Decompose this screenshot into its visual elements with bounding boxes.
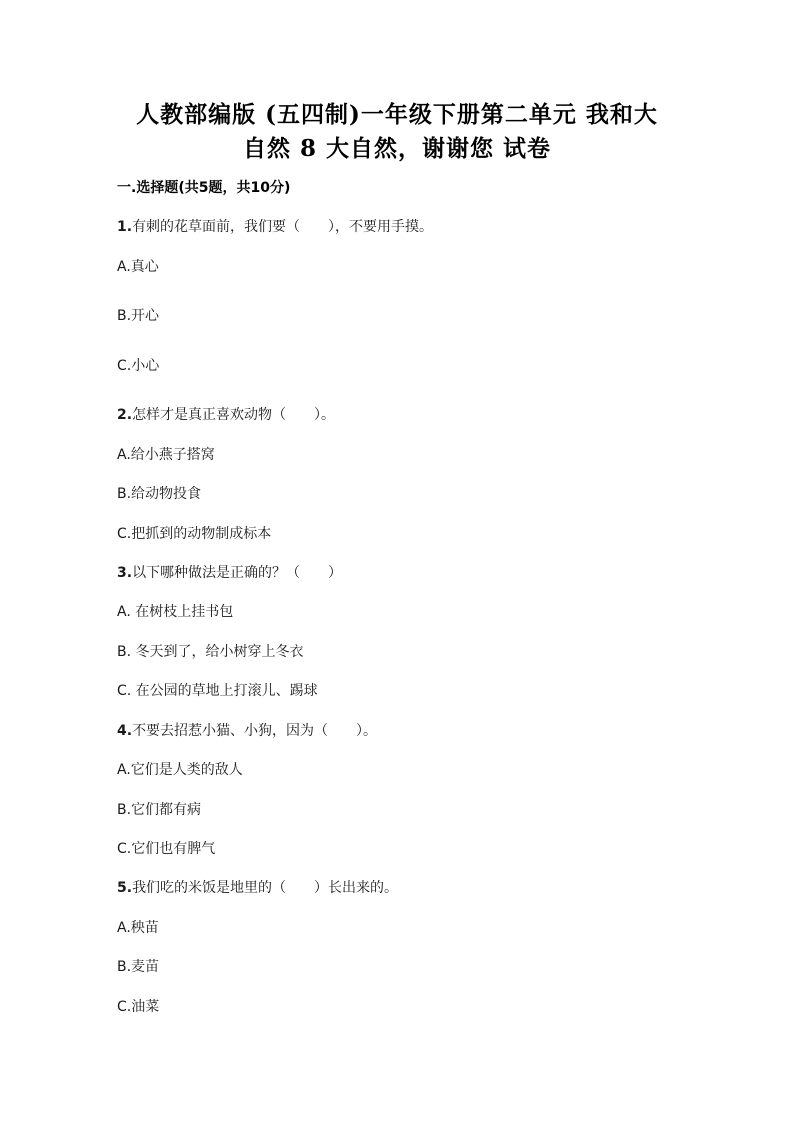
question-2 [117, 405, 335, 425]
question-5-option-c: C.油菜 [117, 999, 160, 1015]
question-5-option-a: A.秧苗 [117, 920, 159, 936]
question-4-text: 不要去招惹小猫、小狗，因为（ ）。 [132, 723, 378, 739]
question-4-option-b: B.它们都有病 [117, 802, 202, 818]
question-4-option-a: A.它们是人类的敌人 [117, 762, 243, 778]
question-3 [117, 563, 342, 583]
question-5-text: 我们吃的米饭是地里的（ ）长出来的。 [132, 880, 399, 896]
question-1-option-c: C.小心 [117, 358, 160, 374]
page-title-line-1: 人教部编版 (五四制)一年级下册第二单元 我和大 [136, 101, 658, 128]
question-2-option-c: C.把抓到的动物制成标本 [117, 526, 272, 542]
question-1-option-a: A.真心 [117, 259, 159, 275]
section-heading: 一.选择题(共5题，共10分) [117, 180, 291, 196]
question-1-number: 1. [117, 219, 133, 235]
question-1 [117, 217, 433, 237]
question-4-option-c: C.它们也有脾气 [117, 841, 216, 857]
question-2-text: 怎样才是真正喜欢动物（ ）。 [132, 407, 336, 423]
question-5-option-b: B.麦苗 [117, 959, 160, 975]
question-5-number: 5. [117, 880, 133, 896]
question-2-option-a: A.给小燕子搭窝 [117, 447, 215, 463]
question-4-number: 4. [117, 723, 133, 739]
page-title-line-2: 自然 8 大自然，谢谢您 试卷 [242, 135, 552, 162]
question-4 [117, 721, 377, 741]
question-1-option-b: B.开心 [117, 308, 160, 324]
question-3-option-c: C. 在公园的草地上打滚儿、踢球 [117, 683, 318, 699]
question-3-option-a: A. 在树枝上挂书包 [117, 604, 234, 620]
question-5 [117, 878, 398, 898]
question-3-number: 3. [117, 565, 133, 581]
question-3-text: 以下哪种做法是正确的？（ ） [132, 565, 343, 581]
question-2-option-b: B.给动物投食 [117, 486, 202, 502]
question-3-option-b: B. 冬天到了，给小树穿上冬衣 [117, 644, 304, 660]
question-1-text: 有刺的花草面前，我们要（ ），不要用手摸。 [132, 219, 434, 235]
question-2-number: 2. [117, 407, 133, 423]
